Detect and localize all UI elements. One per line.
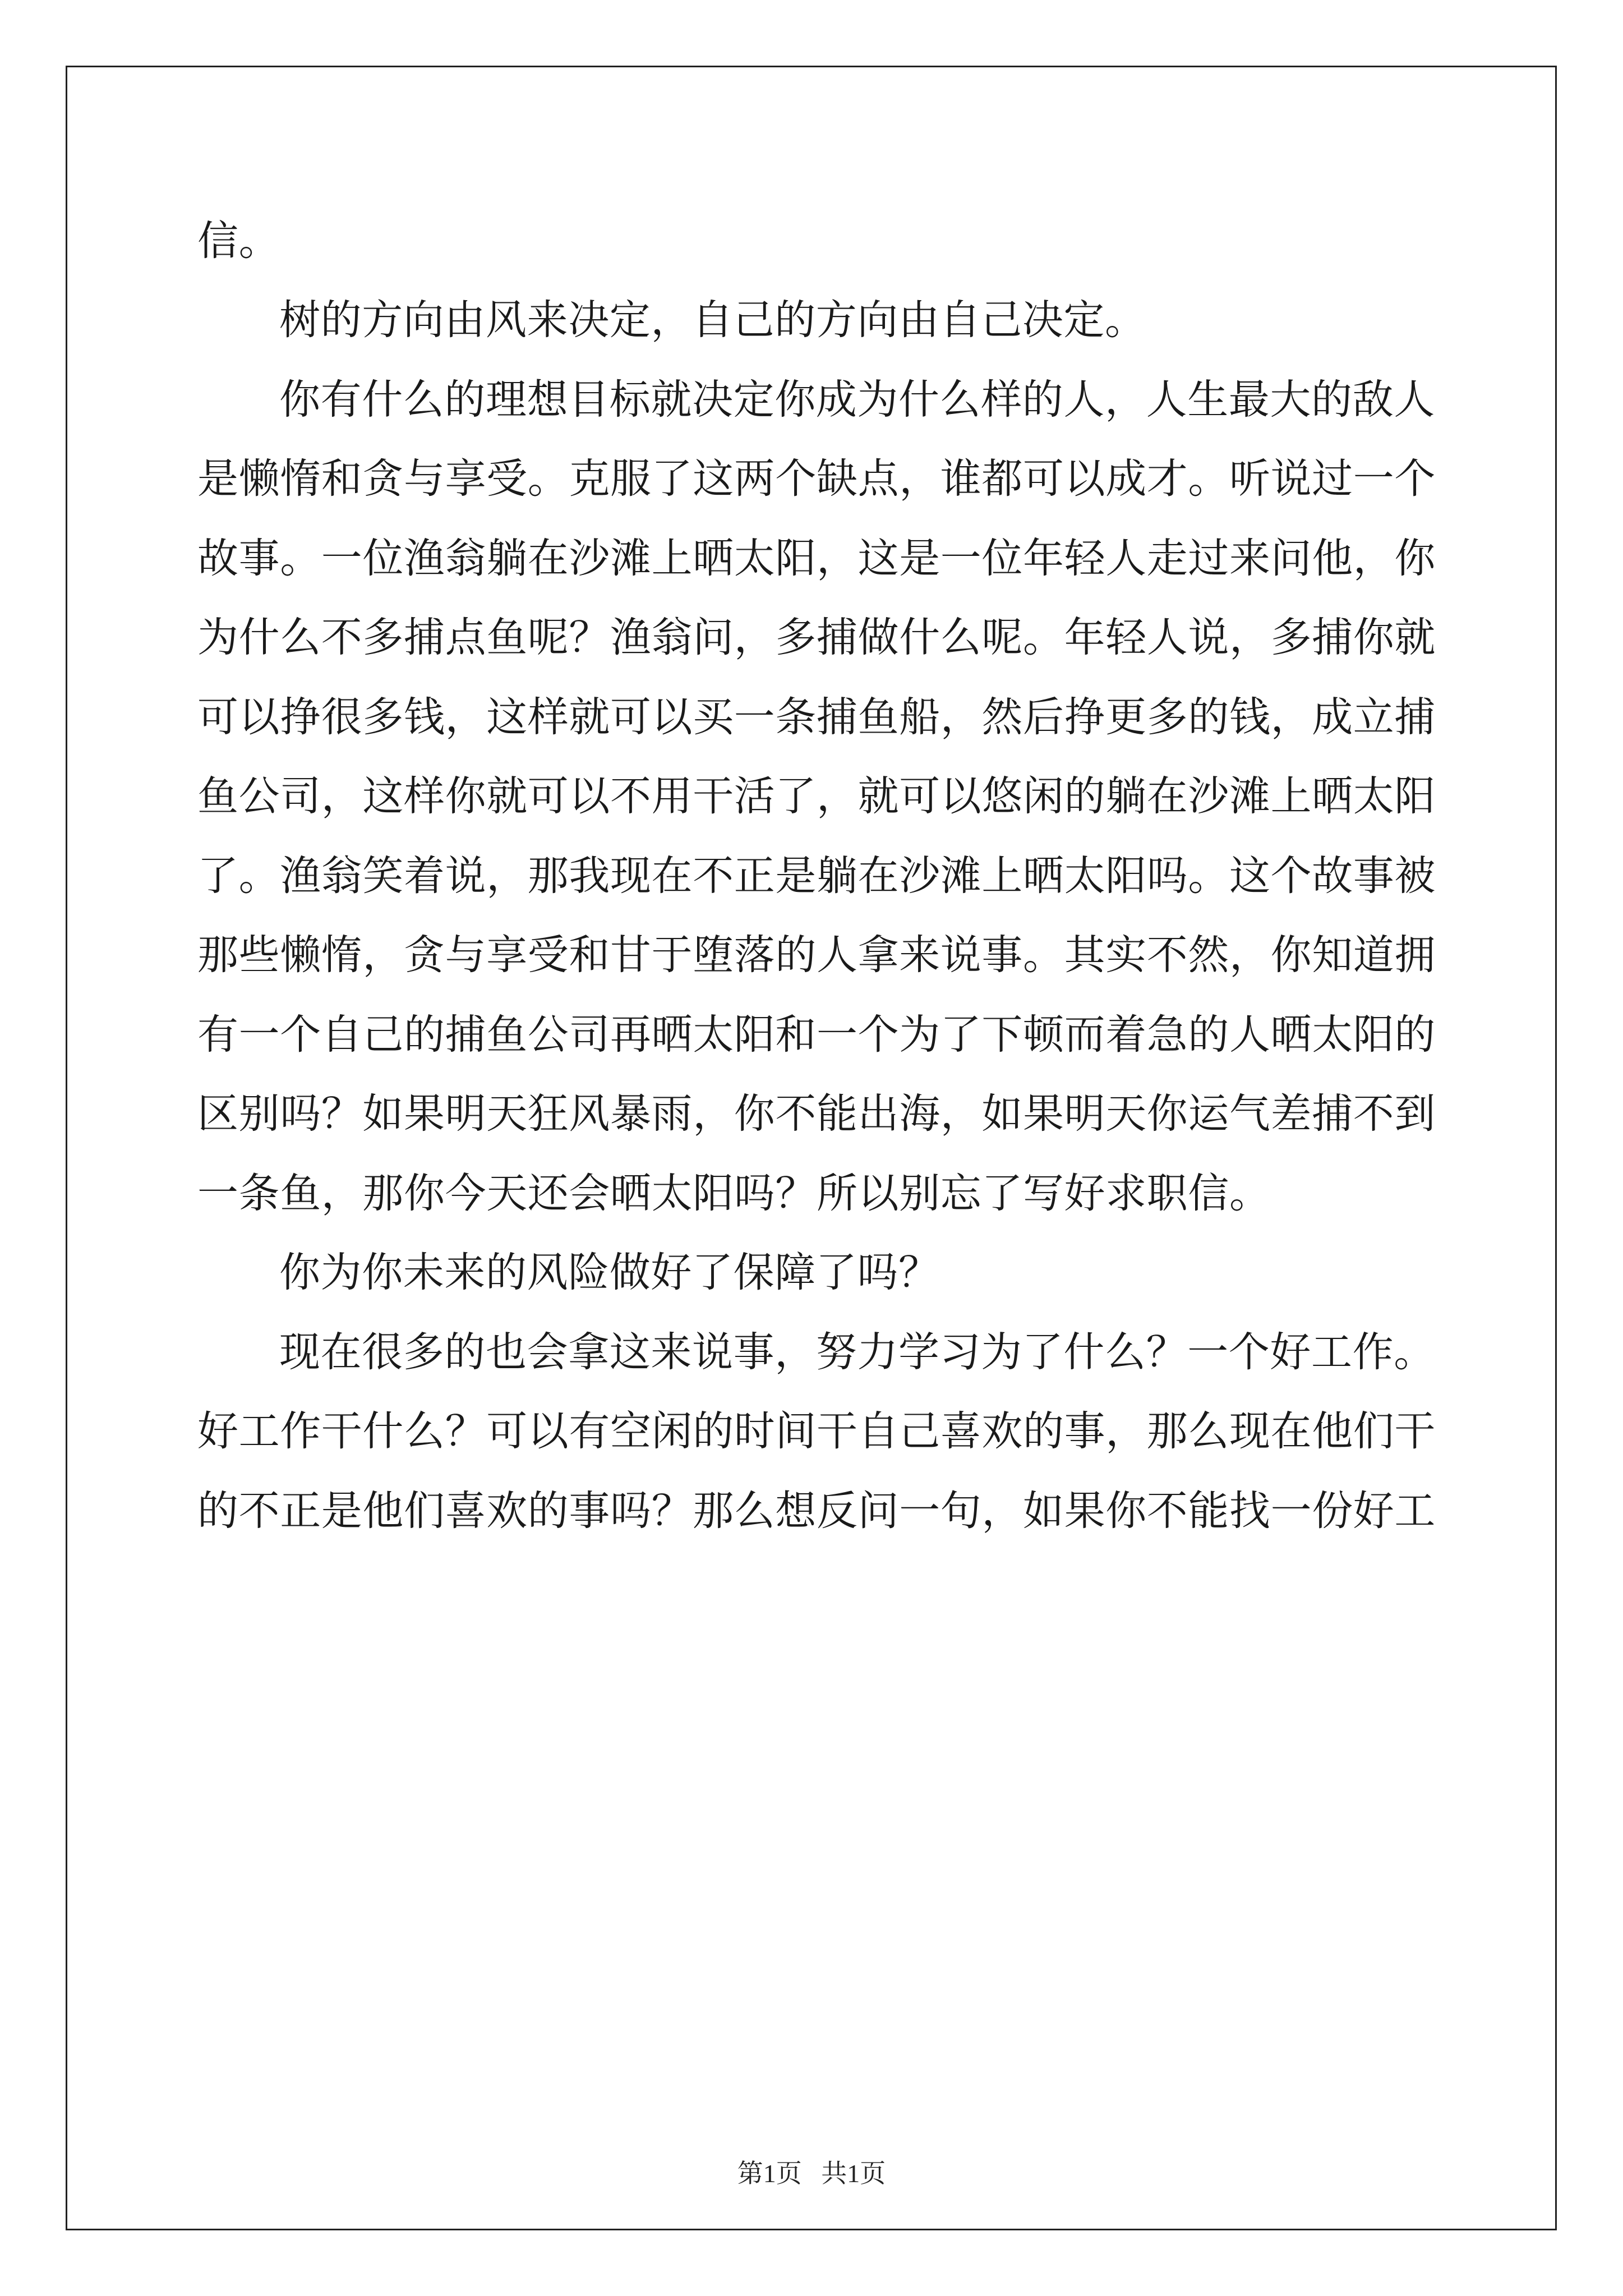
text-line: 一条鱼，那你今天还会晒太阳吗？所以别忘了写好求职信。 [197, 1170, 1271, 1217]
text-line: 那些懒惰，贪与享受和甘于堕落的人拿来说事。其实不然，你知道拥 [197, 931, 1436, 979]
page-footer [0, 2153, 1623, 2190]
text-line: 的不正是他们喜欢的事吗？那么想反问一句，如果你不能找一份好工 [197, 1487, 1436, 1535]
paragraph-first-line: 树的方向由风来决定，自己的方向由自己决定。 [279, 296, 1146, 344]
text-line: 区别吗？如果明天狂风暴雨，你不能出海，如果明天你运气差捕不到 [197, 1090, 1436, 1138]
paragraph-first-line: 你有什么的理想目标就决定你成为什么样的人，人生最大的敌人 [279, 376, 1435, 424]
page-total: 共1页 [821, 2159, 886, 2188]
text-line: 好工作干什么？可以有空闲的时间干自己喜欢的事，那么现在他们干 [197, 1407, 1436, 1455]
paragraph-first-line: 你为你未来的风险做好了保障了吗？ [279, 1249, 940, 1296]
text-line: 可以挣很多钱，这样就可以买一条捕鱼船，然后挣更多的钱，成立捕 [197, 693, 1436, 741]
text-line: 鱼公司，这样你就可以不用干活了，就可以悠闲的躺在沙滩上晒太阳 [197, 772, 1436, 820]
text-line: 为什么不多捕点鱼呢？渔翁问，多捕做什么呢。年轻人说，多捕你就 [197, 614, 1436, 661]
page-number: 第1页 [737, 2159, 802, 2188]
text-line: 是懒惰和贪与享受。克服了这两个缺点，谁都可以成才。听说过一个 [197, 455, 1436, 503]
text-line: 故事。一位渔翁躺在沙滩上晒太阳，这是一位年轻人走过来问他，你 [197, 535, 1436, 582]
text-line: 有一个自己的捕鱼公司再晒太阳和一个为了下顿而着急的人晒太阳的 [197, 1011, 1436, 1059]
text-line: 信。 [197, 217, 280, 265]
text-line: 了。渔翁笑着说，那我现在不正是躺在沙滩上晒太阳吗。这个故事被 [197, 852, 1436, 900]
paragraph-first-line: 现在很多的也会拿这来说事，努力学习为了什么？一个好工作。 [279, 1328, 1435, 1376]
